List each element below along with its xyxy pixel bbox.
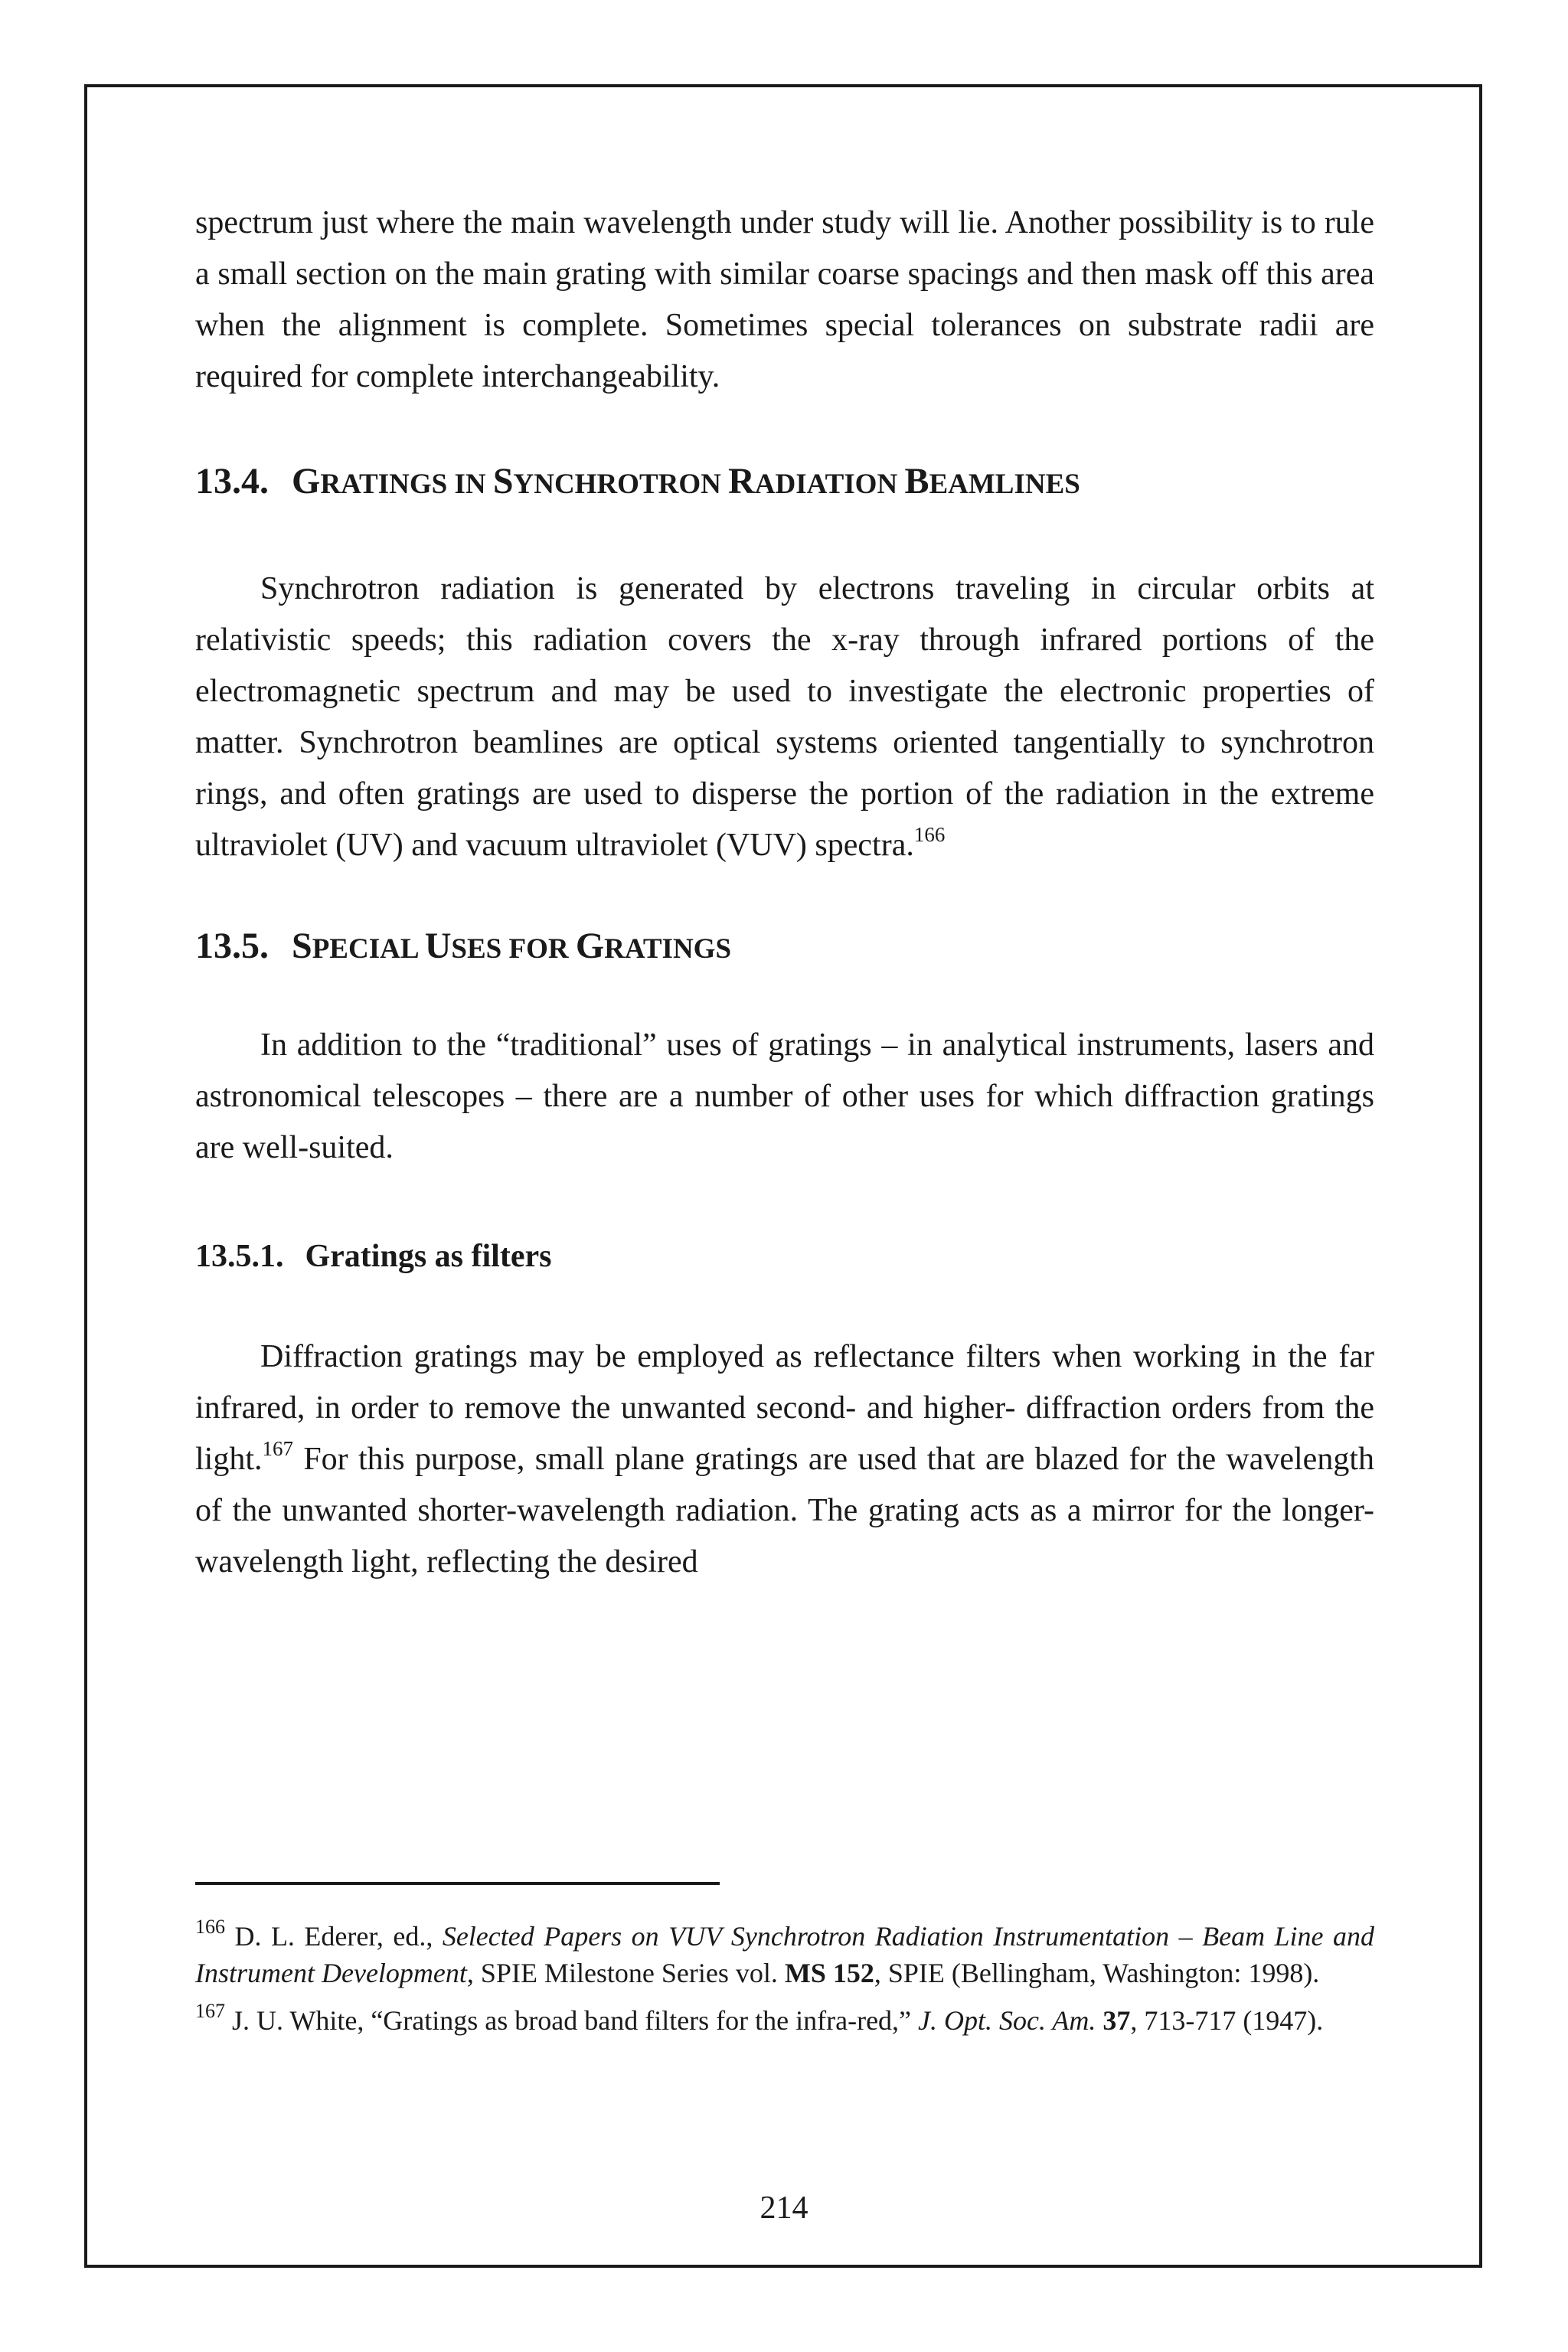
page-body [195, 198, 1374, 1588]
subsection-title: Gratings as filters [305, 1239, 552, 1274]
subsection-13-5-1-heading [195, 1233, 1374, 1279]
section-13-4-paragraph: Synchrotron radiation is generated by electrons traveling in circular orbits at relativistic speeds; this radiation covers the x-ray through infrared portions of the electromagnetic spectrum and may be used to investigate the electronic properties of matter. Synchrotron beamlines are optical systems oriented tangentially to synchrotron rings, and often gratings are used to disperse the portion of the radiation in the extreme ultraviolet (UV) and vacuum ultraviolet (VUV) spectra.$^{166}$ [195, 571, 1374, 863]
section-number: 13.5. [195, 926, 269, 966]
subsection-number: 13.5.1. [195, 1239, 284, 1274]
subsection-13-5-1-paragraph: Diffraction gratings may be employed as reflectance filters when working in the far infrared, in order to remove the unwanted second- and higher- diffraction orders from the light.$^{167}$ For this purpose, small plane gratings are used that are blazed for the wavelength of the unwanted shorter-wavelength radiation. The grating acts as a mirror for the longer-wavelength light, reflecting the desired [195, 1339, 1374, 1579]
opening-paragraph: spectrum just where the main wavelength under study will lie. Another possibility is to rule a small section on the main grating with similar coarse spacings and then mask off this area when the alignment is complete. Sometimes special tolerances on substrate radii are required for complete interchangeability. [195, 205, 1374, 394]
footnote-166: $^{166}$ D. L. Ederer, ed., Selected Papers on VUV Synchrotron Radiation Instrumentation – Beam Line and Instrument Development, SPIE Milestone Series vol. MS 152, SPIE (Bellingham, Washington: 1998). [195, 1916, 1375, 1988]
footnote-ref-167: 167 [262, 1437, 294, 1460]
section-13-4-heading: 13.4. GRATINGS IN SYNCHROTRON RADIATION BEAMLINES [195, 461, 1080, 501]
footnote-ref-166: 166 [913, 823, 946, 846]
footnotes [195, 1918, 1374, 2050]
section-13-5-heading: 13.5. SPECIAL USES FOR GRATINGS [195, 926, 732, 966]
section-number: 13.4. [195, 461, 269, 501]
footnote-separator [195, 1882, 720, 1885]
page-number: 214 [760, 2190, 808, 2226]
footnote-167: $^{167}$ J. U. White, “Gratings as broad band filters for the infra-red,” J. Opt. Soc. Am. 37, 713-717 (1947). [195, 2000, 1324, 2036]
section-13-5-paragraph: In addition to the “traditional” uses of gratings – in analytical instruments, lasers and astronomical telescopes – there are a number of other uses for which diffraction gratings are well-suited. [195, 1027, 1374, 1165]
